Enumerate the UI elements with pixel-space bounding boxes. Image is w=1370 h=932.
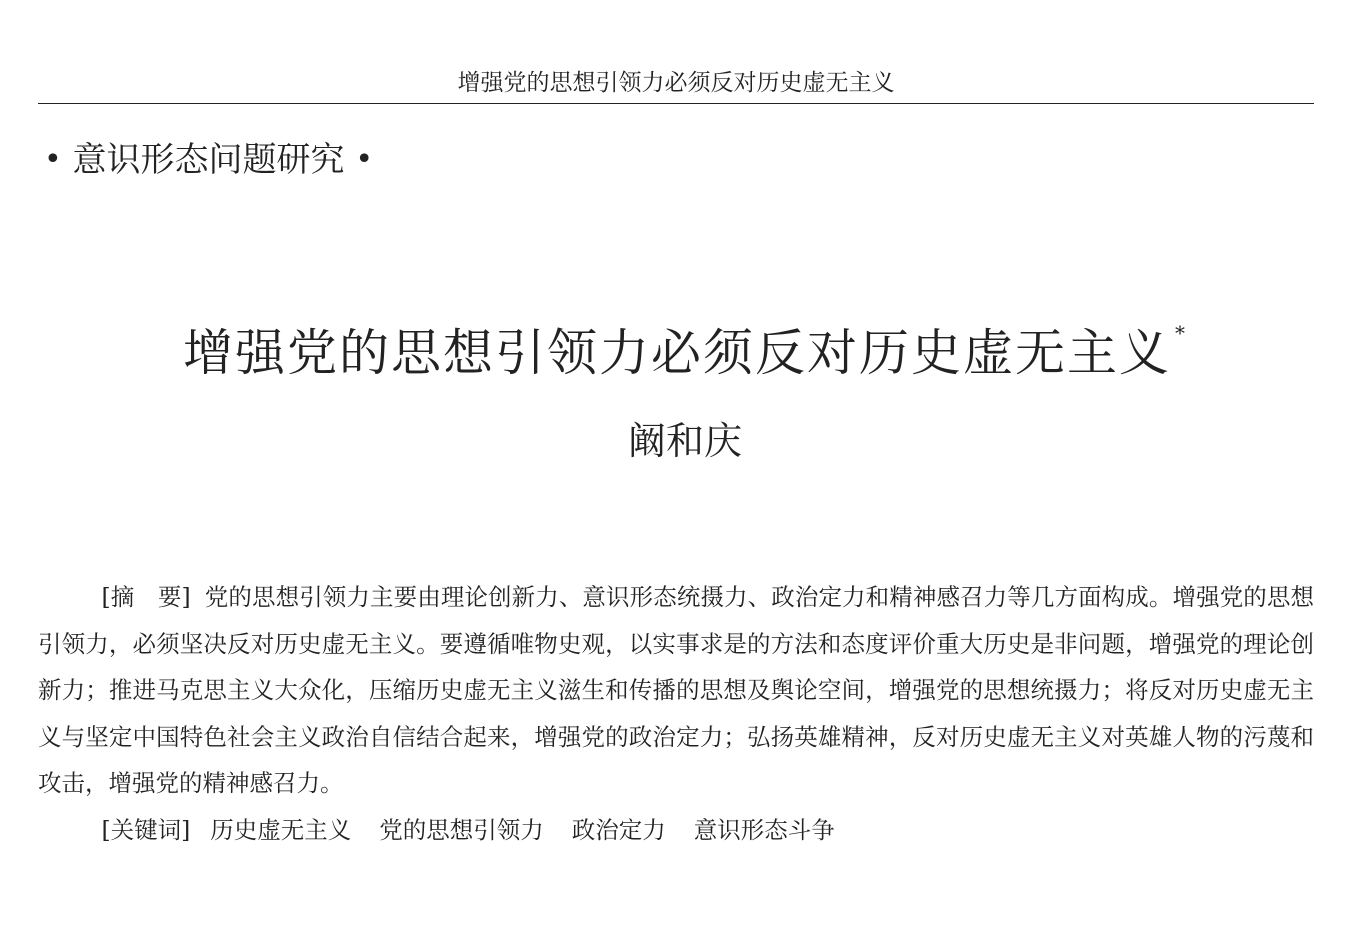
abstract (38, 574, 1314, 807)
column-tag-text: 意识形态问题研究 (72, 140, 345, 180)
article-title (0, 300, 1370, 386)
keyword-item: 历史虚无主义 (210, 816, 352, 844)
keyword-item: 党的思想引领力 (379, 816, 544, 844)
running-header: 增强党的思想引领力必须反对历史虚无主义 (38, 66, 1314, 104)
keywords (38, 807, 1314, 854)
title-footnote-mark[interactable]: * (1175, 321, 1187, 345)
keyword-item: 意识形态斗争 (693, 816, 835, 844)
column-tag-bullet-right: • (355, 142, 374, 177)
column-tag (44, 138, 373, 182)
abstract-label: [摘 要] (101, 583, 191, 611)
keyword-item: 政治定力 (571, 816, 666, 844)
column-tag-bullet-left: • (44, 142, 62, 177)
author-name: 阚和庆 (627, 419, 742, 463)
article-title-text: 增强党的思想引领力必须反对历史虚无主义 (183, 324, 1171, 382)
keywords-label: [关键词] (101, 816, 191, 844)
abstract-text: 党的思想引领力主要由理论创新力、意识形态统摄力、政治定力和精神感召力等几方面构成。增强党的思想引领力，必须坚决反对历史虚无主义。要遵循唯物史观，以实事求是的方法和态度评价重大历史是非问题，增强党的理论创新力；推进马克思主义大众化，压缩历史虚无主义滋生和传播的思想及舆论空间，增强党的思想统摄力；将反对历史虚无主义与坚定中国特色社会主义政治自信结合起来，增强党的政治定力；弘扬英雄精神，反对历史虚无主义对英雄人物的污蔑和攻击，增强党的精神感召力。 (38, 583, 1314, 797)
